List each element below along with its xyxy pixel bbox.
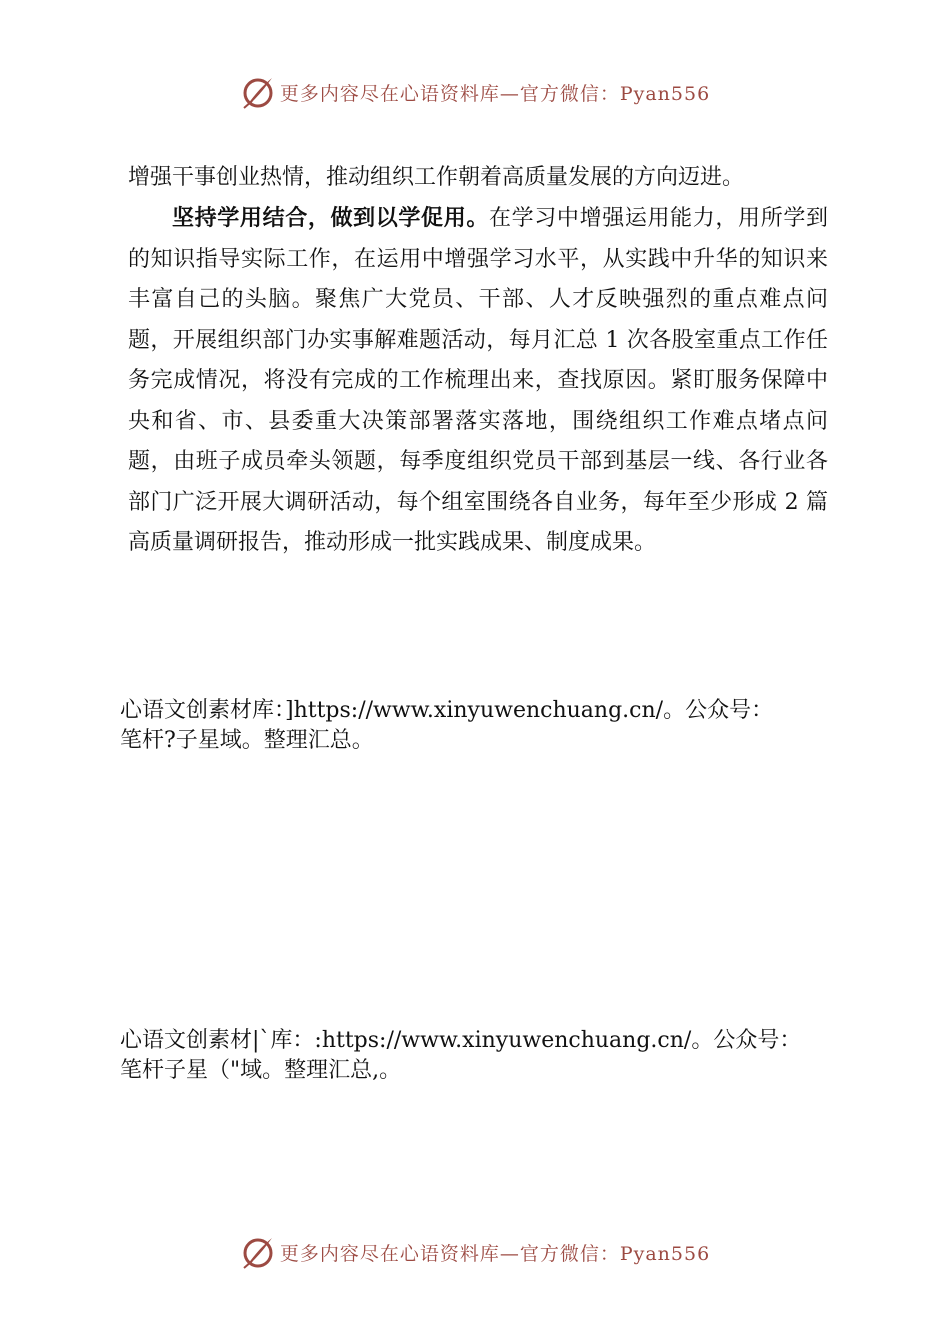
- source-note-2: 心语文创素材|`库：:https://www.xinyuwenchuang.cn/。公众号： 笔杆子星（"域。整理汇总,。: [120, 1028, 802, 1083]
- quill-logo-icon: [240, 74, 276, 110]
- footer-banner-text: 更多内容尽在心语资料库—官方微信：Pyan556: [279, 1242, 711, 1265]
- paragraph-1: 增强干事创业热情，推动组织工作朝着高质量发展的方向迈进。: [128, 165, 745, 190]
- paragraph-2: [128, 199, 828, 564]
- paragraph-2-lead: 坚持学用结合，做到以学促用。: [172, 206, 489, 231]
- source-note-1: 心语文创素材库：]https://www.xinyuwenchuang.cn/。公众号： 笔杆?子星域。整理汇总。: [120, 698, 774, 753]
- paragraph-2-body: 在学习中增强运用能力，用所学到的知识指导实际工作，在运用中增强学习水平，从实践中升华的知识来丰富自己的头脑。聚焦广大党员、干部、人才反映强烈的重点难点问题，开展组织部门办实事解难题活动，每月汇总 1 次各股室重点工作任务完成情况，将没有完成的工作梳理出来，查找原因。紧盯服务保障中央和省、市、县委重大决策部署落实落地，围绕组织工作难点堵点问题，由班子成员牵头领题，每季度组织党员干部到基层一线、各行业各部门广泛开展大调研活动，每个组室围绕各自业务，每年至少形成 2 篇高质量调研报告，推动形成一批实践成果、制度成果。: [128, 206, 828, 555]
- footer-banner: [0, 1232, 950, 1272]
- quill-logo-icon: [240, 1234, 276, 1270]
- header-banner: [0, 72, 950, 112]
- header-banner-text: 更多内容尽在心语资料库—官方微信：Pyan556: [279, 82, 711, 105]
